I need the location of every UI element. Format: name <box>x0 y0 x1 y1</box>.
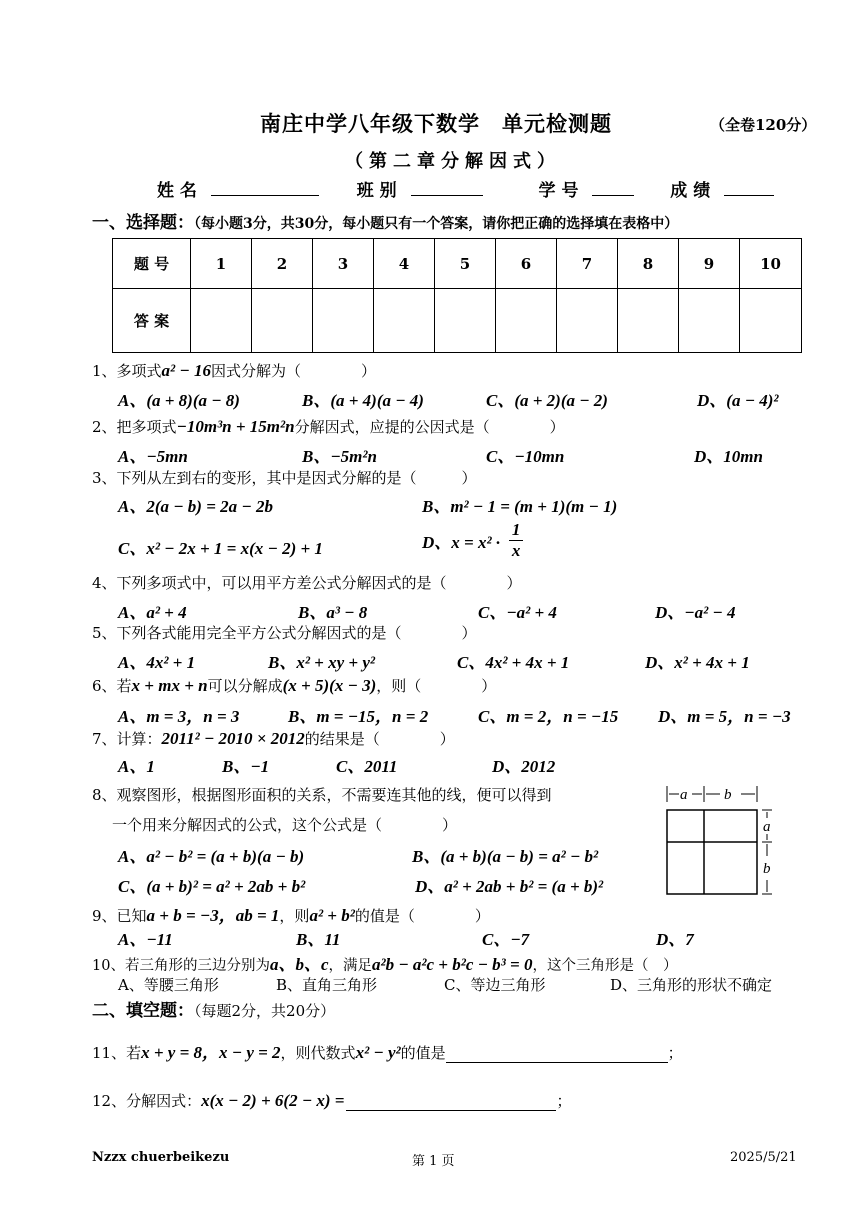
q9-option-b: B、11 <box>296 930 341 949</box>
answer-cell[interactable] <box>374 289 435 353</box>
q6-stem: 6、若 <box>92 677 132 695</box>
row1-label: 题 号 <box>113 239 191 289</box>
q9-option-a: A、−11 <box>118 930 173 949</box>
answer-cell[interactable] <box>618 289 679 353</box>
q1-option-c: C、(a + 2)(a − 2) <box>486 391 608 410</box>
qnum-cell: 5 <box>435 239 496 289</box>
fig-label-a-top: a <box>680 787 688 803</box>
question-6 <box>92 675 496 696</box>
section1-note: （每小题3分，共30分，每小题只有一个答案，请你把正确的选择填在表格中） <box>194 216 679 232</box>
q10-option-c: C、等边三角形 <box>444 976 546 994</box>
q8-option-b: B、(a + b)(a − b) = a² − b² <box>412 847 599 866</box>
chapter-subtitle: （第二章分解因式） <box>345 151 561 172</box>
id-label: 学 号 <box>538 181 579 201</box>
qnum-cell: 6 <box>496 239 557 289</box>
question-9 <box>92 901 490 926</box>
score-label: 成 绩 <box>670 181 711 201</box>
answer-cell[interactable] <box>252 289 313 353</box>
q7-option-a: A、1 <box>118 757 155 776</box>
q1-stem-end: 因式分解为（ ） <box>210 362 376 380</box>
q10-stem-end: ，这个三角形是（ ） <box>532 958 678 974</box>
q11-stem-end: 的值是 <box>400 1044 446 1062</box>
q12-answer-blank[interactable] <box>346 1092 556 1111</box>
answer-cell[interactable] <box>191 289 252 353</box>
q10-option-d: D、三角形的形状不确定 <box>610 976 773 994</box>
answer-cell[interactable] <box>740 289 802 353</box>
fig-label-b-top: b <box>724 787 732 803</box>
answer-cell[interactable] <box>435 289 496 353</box>
q7-option-d: D、2012 <box>492 757 556 776</box>
fig-label-b-side: b <box>763 861 771 877</box>
q3-d-expr: D、x = x² · <box>422 533 501 552</box>
id-field[interactable] <box>592 179 634 196</box>
answer-cell[interactable] <box>496 289 557 353</box>
q12-semicolon: ； <box>556 1092 572 1110</box>
q3-option-b: B、m² − 1 = (m + 1)(m − 1) <box>422 497 618 516</box>
q9-math1: a + b = −3，ab = 1 <box>146 906 280 925</box>
q11-answer-blank[interactable] <box>446 1044 668 1063</box>
q8-square-figure <box>662 782 782 902</box>
q11-stem: 11、若 <box>92 1044 142 1062</box>
total-score: （全卷120分） <box>710 116 817 134</box>
qnum-cell: 7 <box>557 239 618 289</box>
q1-option-d: D、(a − 4)² <box>697 391 779 410</box>
q9-option-d: D、7 <box>656 930 694 949</box>
q11-stem-mid: ，则代数式 <box>280 1044 356 1062</box>
q6-option-d: D、m = 5，n = −3 <box>658 707 791 726</box>
qnum-cell: 4 <box>374 239 435 289</box>
q6-option-c: C、m = 2，n = −15 <box>478 707 619 726</box>
qnum-cell: 2 <box>252 239 313 289</box>
q1-math: a² − 16 <box>161 361 211 380</box>
page-title: 南庄中学八年级下数学 单元检测题 <box>260 111 612 136</box>
q3-option-d <box>422 520 523 561</box>
answer-cell[interactable] <box>679 289 740 353</box>
name-field[interactable] <box>211 179 319 196</box>
q5-option-c: C、4x² + 4x + 1 <box>457 653 570 672</box>
question-7 <box>92 728 455 749</box>
section2-title: 二、填空题： <box>92 1001 194 1021</box>
footer-date: 2025/5/21 <box>730 1150 797 1165</box>
q8-option-d: D、a² + 2ab + b² = (a + b)² <box>415 877 604 896</box>
q10-math2: a²b − a²c + b²c − b³ = 0 <box>372 955 533 974</box>
q10-option-a: A、等腰三角形 <box>118 976 219 994</box>
question-8-line2: 一个用来分解因式的公式，这个公式是（ ） <box>112 816 458 834</box>
q1-option-a: A、(a + 8)(a − 8) <box>118 391 240 410</box>
q2-stem: 2、把多项式 <box>92 418 177 436</box>
qnum-cell: 9 <box>679 239 740 289</box>
question-5: 5、下列各式能用完全平方公式分解因式的是（ ） <box>92 624 477 642</box>
q8-option-a: A、a² − b² = (a + b)(a − b) <box>118 847 305 866</box>
question-10 <box>92 950 677 975</box>
question-8: 8、观察图形，根据图形面积的关系，不需要连其他的线，便可以得到 <box>92 786 552 804</box>
q3-d-denominator: x <box>511 541 521 560</box>
q6-math1: x + mx + n <box>131 676 208 695</box>
question-3: 3、下列从左到右的变形，其中是因式分解的是（ ） <box>92 469 477 487</box>
q10-stem-mid: ，满足 <box>328 958 372 974</box>
q9-stem-mid: ，则 <box>279 907 310 925</box>
q1-option-b: B、(a + 4)(a − 4) <box>302 391 424 410</box>
q4-option-c: C、−a² + 4 <box>478 603 557 622</box>
q9-stem-end: 的值是（ ） <box>354 907 490 925</box>
question-12 <box>92 1090 571 1111</box>
score-field[interactable] <box>724 179 774 196</box>
row2-label: 答 案 <box>113 289 191 353</box>
class-field[interactable] <box>411 179 483 196</box>
q12-math: x(x − 2) + 6(2 − x) = <box>201 1091 345 1110</box>
q9-math2: a² + b² <box>309 906 355 925</box>
q3-option-a: A、2(a − b) = 2a − 2b <box>118 497 273 516</box>
q2-math: −10m³n + 15m²n <box>176 417 295 436</box>
q6-option-b: B、m = −15，n = 2 <box>288 707 429 726</box>
section2-heading <box>92 996 335 1021</box>
q9-option-c: C、−7 <box>482 930 530 949</box>
q9-stem: 9、已知 <box>92 907 147 925</box>
qnum-cell: 8 <box>618 239 679 289</box>
fig-label-a-side: a <box>763 819 771 835</box>
q4-option-a: A、a² + 4 <box>118 603 187 622</box>
q6-math2: (x + 5)(x − 3) <box>282 676 377 695</box>
q3-d-numerator: 1 <box>509 520 524 541</box>
student-info-row <box>157 176 774 201</box>
q11-math1: x + y = 8，x − y = 2 <box>141 1043 281 1062</box>
q10-option-b: B、直角三角形 <box>276 976 378 994</box>
q5-option-a: A、4x² + 1 <box>118 653 196 672</box>
q10-math1: a、b、c <box>269 955 329 974</box>
footer-page: 第 1 页 <box>412 1154 455 1169</box>
section1-heading <box>92 208 678 233</box>
q2-option-c: C、−10mn <box>486 447 565 466</box>
question-1 <box>92 360 376 381</box>
q7-option-b: B、−1 <box>222 757 270 776</box>
class-label: 班 别 <box>356 181 397 201</box>
q5-option-b: B、x² + xy + y² <box>268 653 375 672</box>
question-2 <box>92 416 565 437</box>
q11-math2: x² − y² <box>355 1043 401 1062</box>
answer-table <box>112 238 802 353</box>
section1-title: 一、选择题： <box>92 213 194 233</box>
q3-option-c: C、x² − 2x + 1 = x(x − 2) + 1 <box>118 539 323 558</box>
qnum-cell: 1 <box>191 239 252 289</box>
q6-stem-end: ，则（ ） <box>376 677 497 695</box>
q6-option-a: A、m = 3，n = 3 <box>118 707 240 726</box>
q12-stem: 12、分解因式： <box>92 1092 202 1110</box>
q4-option-d: D、−a² − 4 <box>655 603 736 622</box>
q10-stem: 10、若三角形的三边分别为 <box>92 958 270 974</box>
qnum-cell: 10 <box>740 239 802 289</box>
q7-math: 2011² − 2010 × 2012 <box>161 729 305 748</box>
answer-cell[interactable] <box>557 289 618 353</box>
q8-option-c: C、(a + b)² = a² + 2ab + b² <box>118 877 306 896</box>
footer-left: Nzzx chuerbeikezu <box>92 1150 230 1165</box>
q2-option-b: B、−5m²n <box>302 447 377 466</box>
question-4: 4、下列多项式中，可以用平方差公式分解因式的是（ ） <box>92 574 522 592</box>
q5-option-d: D、x² + 4x + 1 <box>645 653 750 672</box>
q2-stem-end: 分解因式，应提的公因式是（ ） <box>294 418 565 436</box>
answer-cell[interactable] <box>313 289 374 353</box>
q7-stem-end: 的结果是（ ） <box>304 730 455 748</box>
q1-stem: 1、多项式 <box>92 362 162 380</box>
question-11 <box>92 1038 683 1063</box>
q2-option-d: D、10mn <box>694 447 763 466</box>
name-label: 姓 名 <box>157 181 197 201</box>
qnum-cell: 3 <box>313 239 374 289</box>
section2-note: （每题2分，共20分） <box>194 1002 336 1020</box>
q11-semicolon: ； <box>667 1044 683 1062</box>
q7-option-c: C、2011 <box>336 757 398 776</box>
q6-stem-mid: 可以分解成 <box>207 677 283 695</box>
q4-option-b: B、a³ − 8 <box>298 603 368 622</box>
q3-d-fraction <box>509 520 524 561</box>
q7-stem: 7、计算： <box>92 730 162 748</box>
q2-option-a: A、−5mn <box>118 447 188 466</box>
